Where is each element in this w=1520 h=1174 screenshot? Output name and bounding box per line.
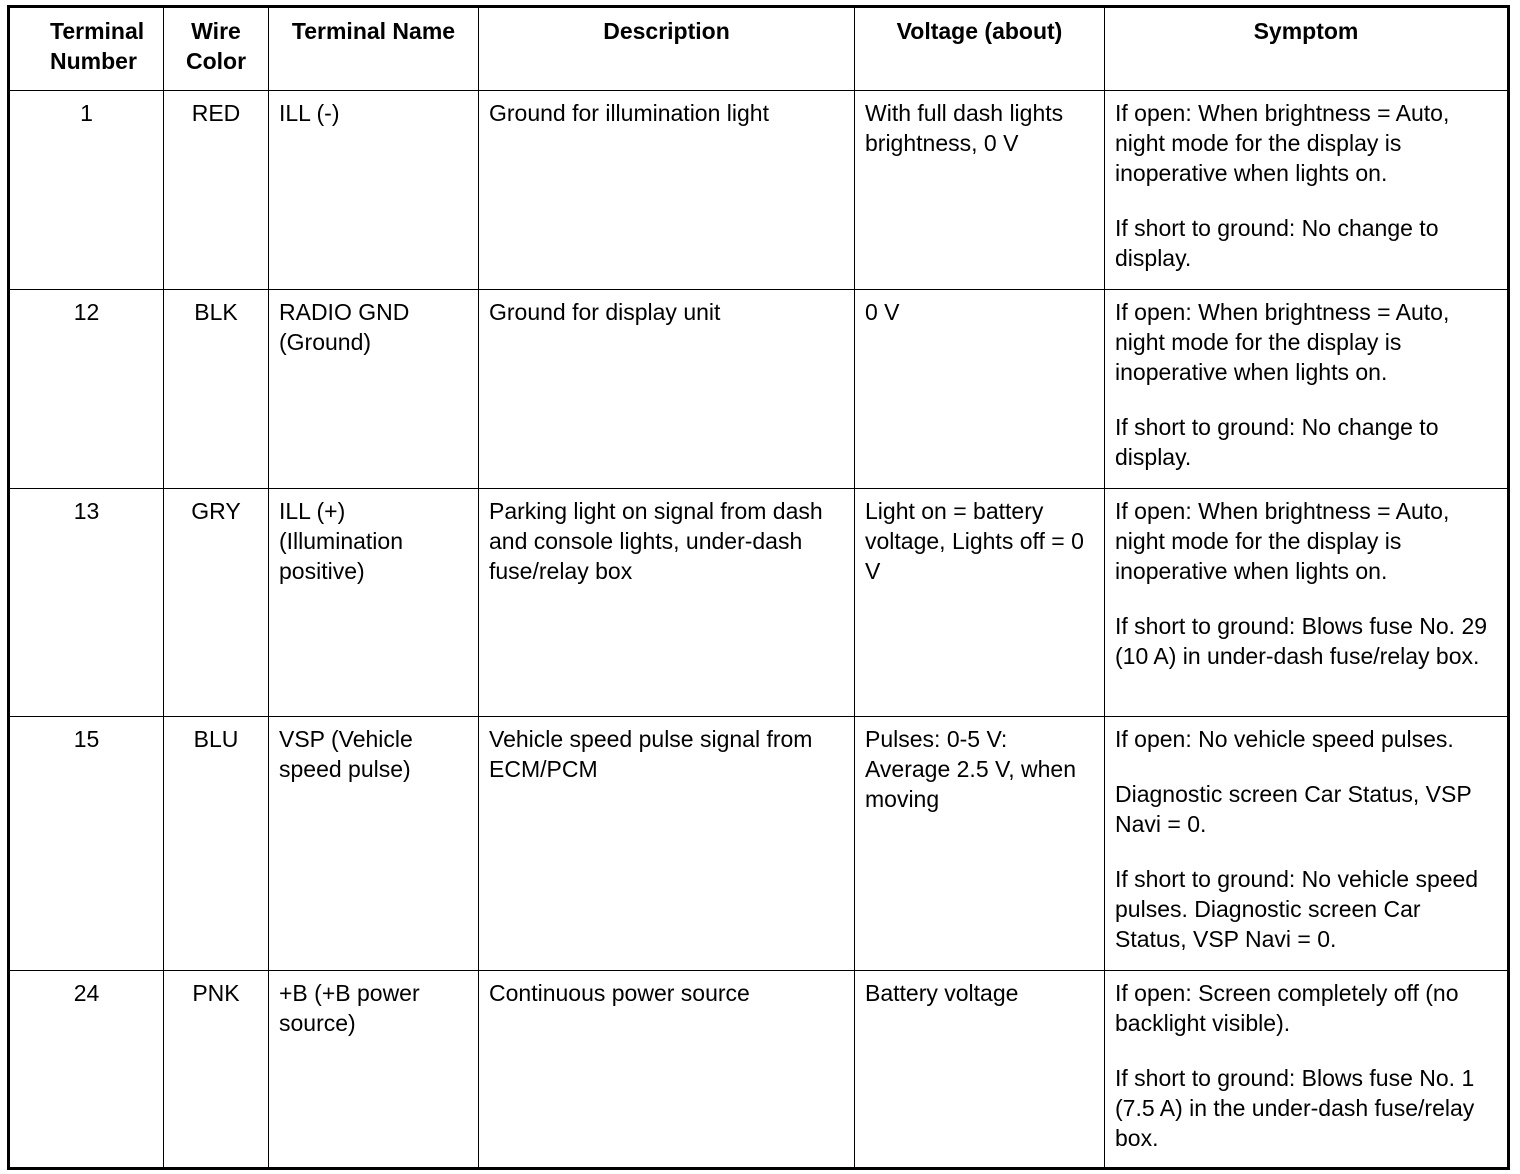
symptom-paragraph: If short to ground: No vehicle speed pulses. Diagnostic screen Car Status, VSP Navi = 0. [1115,866,1479,952]
terminal-name: RADIO GND (Ground) [269,290,479,489]
header-voltage: Voltage (about) [855,7,1105,91]
terminal-name: VSP (Vehicle speed pulse) [269,717,479,971]
symptom [1105,717,1509,971]
symptom-paragraph: If open: When brightness = Auto, night mode for the display is inoperative when lights on. [1115,100,1450,186]
symptom [1105,91,1509,290]
description: Ground for display unit [479,290,855,489]
terminal-name: +B (+B power source) [269,971,479,1169]
table-row [9,489,1509,717]
terminal-name: ILL (+) (Illumination positive) [269,489,479,717]
symptom-paragraph: If short to ground: No change to display. [1115,215,1439,271]
symptom-paragraph: If open: When brightness = Auto, night mode for the display is inoperative when lights on. [1115,299,1450,385]
symptom-paragraph: If short to ground: No change to display. [1115,414,1439,470]
header-wire-color: Wire Color [164,7,269,91]
header-symptom: Symptom [1105,7,1509,91]
symptom-paragraph: If open: When brightness = Auto, night mode for the display is inoperative when lights on. [1115,498,1450,584]
symptom-paragraph: If open: No vehicle speed pulses. [1115,726,1454,752]
header-row [9,7,1509,91]
description: Ground for illumination light [479,91,855,290]
wire-color: BLU [164,717,269,971]
voltage: Light on = battery voltage, Lights off = 0 V [855,489,1105,717]
table-row [9,717,1509,971]
terminal-number: 24 [9,971,164,1169]
table-row [9,91,1509,290]
table-row [9,290,1509,489]
symptom [1105,971,1509,1169]
voltage: Pulses: 0-5 V: Average 2.5 V, when moving [855,717,1105,971]
voltage: 0 V [855,290,1105,489]
description: Parking light on signal from dash and console lights, under-dash fuse/relay box [479,489,855,717]
wire-color: BLK [164,290,269,489]
description: Vehicle speed pulse signal from ECM/PCM [479,717,855,971]
terminal-number: 13 [9,489,164,717]
wire-color: PNK [164,971,269,1169]
symptom [1105,290,1509,489]
symptom [1105,489,1509,717]
header-terminal-number: Terminal Number [9,7,164,91]
symptom-paragraph: If short to ground: Blows fuse No. 29 (10 A) in under-dash fuse/relay box. [1115,613,1488,669]
terminal-number: 12 [9,290,164,489]
symptom-paragraph: If open: Screen completely off (no backlight visible). [1115,980,1459,1036]
symptom-paragraph: Diagnostic screen Car Status, VSP Navi = 0. [1115,781,1472,837]
terminal-name: ILL (-) [269,91,479,290]
wire-color: RED [164,91,269,290]
terminal-number: 1 [9,91,164,290]
description: Continuous power source [479,971,855,1169]
wire-color: GRY [164,489,269,717]
symptom-paragraph: If short to ground: Blows fuse No. 1 (7.5 A) in the under-dash fuse/relay box. [1115,1065,1475,1151]
header-terminal-name: Terminal Name [269,7,479,91]
terminal-number: 15 [9,717,164,971]
voltage: With full dash lights brightness, 0 V [855,91,1105,290]
table-row [9,971,1509,1169]
header-description: Description [479,7,855,91]
voltage: Battery voltage [855,971,1105,1169]
terminal-table [7,5,1510,1170]
